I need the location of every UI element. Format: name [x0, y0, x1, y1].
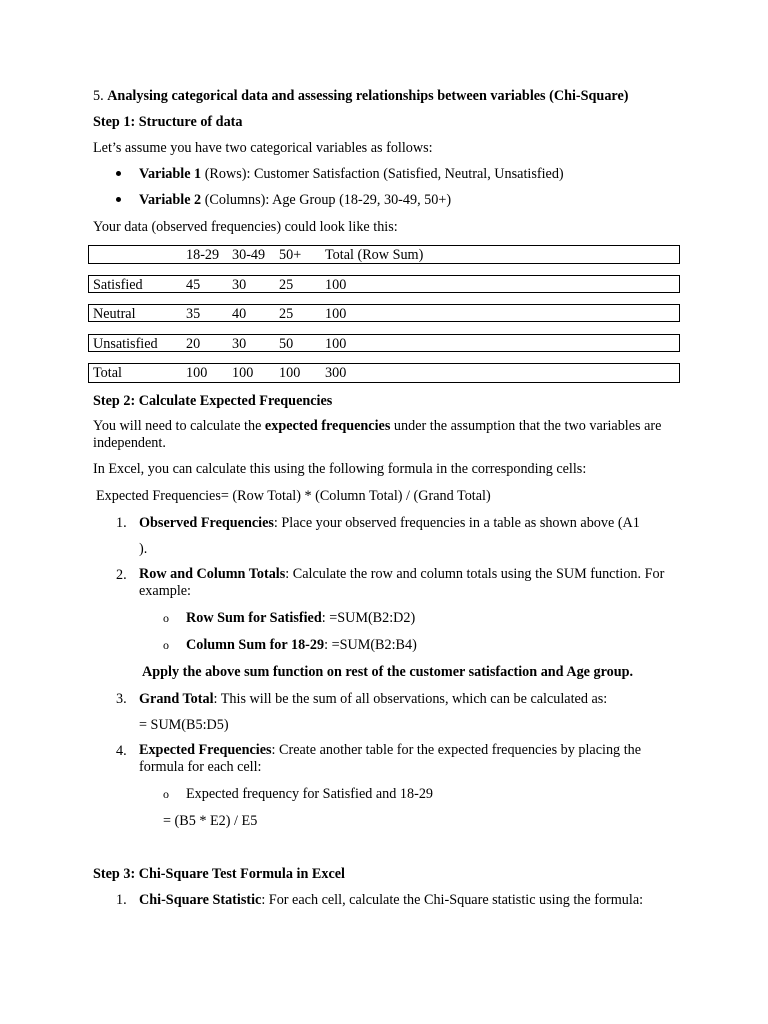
variable-2-label: Variable 2	[139, 192, 202, 208]
step2-title-text: Step 2: Calculate Expected Frequencies	[93, 393, 333, 409]
item-text: : Place your observed frequencies in a table as shown above (A1	[273, 515, 640, 531]
list-item	[139, 566, 684, 600]
sub-item-text: : =SUM(B2:D2)	[321, 610, 416, 626]
list-number: 1.	[116, 515, 127, 531]
item-text: : This will be the sum of all observations, which can be calculated as:	[213, 691, 608, 707]
table-cell: 20	[186, 336, 201, 352]
table-cell: 100	[325, 306, 347, 322]
p1-post: under the assumption that the two variables are independent.	[93, 418, 662, 451]
item-text: : For each cell, calculate the Chi-Square statistic using the formula:	[261, 892, 644, 908]
expected-cell-formula: = (B5 * E2) / E5	[163, 813, 258, 829]
grand-total-formula: = SUM(B5:D5)	[139, 717, 229, 733]
table-cell: 100	[279, 365, 301, 381]
sub-item-label: Row Sum for Satisfied	[186, 610, 322, 626]
list-number: 1.	[116, 892, 127, 908]
table-cell: 25	[279, 277, 294, 293]
item-label: Observed Frequencies	[139, 515, 274, 531]
table-row	[88, 363, 680, 383]
table-cell: 100	[186, 365, 208, 381]
table-cell: Satisfied	[93, 277, 143, 293]
circle-bullet-icon: o	[163, 611, 169, 625]
variable-1-text: (Rows): Customer Satisfaction (Satisfied, Neutral, Unsatisfied)	[201, 166, 564, 182]
table-cell: 30	[232, 336, 247, 352]
table-row	[88, 245, 680, 264]
expected-sub-item: Expected frequency for Satisfied and 18-29	[186, 786, 434, 802]
sub-list-item	[186, 609, 415, 627]
item-label: Chi-Square Statistic	[139, 892, 262, 908]
circle-bullet-icon: o	[163, 638, 169, 652]
list-item	[139, 891, 643, 909]
table-cell: 100	[325, 336, 347, 352]
sub-list-item	[186, 636, 417, 654]
table-header-cell: 50+	[279, 247, 302, 263]
step1-title	[93, 113, 242, 131]
table-cell: 25	[279, 306, 294, 322]
bullet-icon	[116, 171, 121, 176]
section-number: 5.	[93, 88, 104, 104]
section-heading	[93, 87, 628, 105]
step2-title	[93, 392, 332, 410]
table-cell: 300	[325, 365, 347, 381]
apply-note-text: Apply the above sum function on rest of the customer satisfaction and Age group.	[142, 664, 634, 680]
table-cell: 50	[279, 336, 294, 352]
step2-paragraph-2: In Excel, you can calculate this using the following formula in the corresponding cells:	[93, 461, 587, 477]
item-text: : Create another table for the expected frequencies by placing the formula for each cell:	[139, 742, 642, 775]
table-cell: Total	[93, 365, 122, 381]
bullet-icon	[116, 197, 121, 202]
table-row	[88, 304, 680, 322]
variable-2-text: (Columns): Age Group (18-29, 30-49, 50+)	[201, 192, 452, 208]
table-row	[88, 275, 680, 293]
item-text: : Calculate the row and column totals using the SUM function. For example:	[139, 566, 665, 599]
table-cell: 35	[186, 306, 201, 322]
table-header-cell: Total (Row Sum)	[325, 247, 424, 263]
sub-item-label: Column Sum for 18-29	[186, 637, 325, 653]
table-header-cell: 18-29	[186, 247, 220, 263]
step2-paragraph-1	[93, 418, 683, 452]
item-label: Expected Frequencies	[139, 742, 272, 758]
item-label: Grand Total	[139, 691, 214, 707]
table-cell: 40	[232, 306, 247, 322]
sub-item-text: : =SUM(B2:B4)	[324, 637, 417, 653]
step1-title-text: Step 1: Structure of data	[93, 114, 243, 130]
list-number: 4.	[116, 743, 127, 759]
list-item-continuation: ).	[139, 541, 148, 557]
table-cell: 100	[232, 365, 254, 381]
table-header-cell: 30-49	[232, 247, 266, 263]
table-cell: 30	[232, 277, 247, 293]
item-label: Row and Column Totals	[139, 566, 286, 582]
table-row	[88, 334, 680, 352]
data-intro: Your data (observed frequencies) could look like this:	[93, 219, 398, 235]
expected-formula: Expected Frequencies= (Row Total) * (Column Total) / (Grand Total)	[96, 488, 491, 504]
section-title: Analysing categorical data and assessing relationships between variables (Chi-Square)	[107, 88, 629, 104]
table-cell: Unsatisfied	[93, 336, 158, 352]
apply-note	[142, 663, 633, 681]
variable-1-label: Variable 1	[139, 166, 202, 182]
table-cell: Neutral	[93, 306, 136, 322]
p1-pre: You will need to calculate the	[93, 418, 265, 434]
step3-title-text: Step 3: Chi-Square Test Formula in Excel	[93, 866, 345, 882]
step1-intro: Let’s assume you have two categorical variables as follows:	[93, 140, 433, 156]
list-number: 3.	[116, 691, 127, 707]
variable-2-item	[139, 191, 451, 209]
p1-bold: expected frequencies	[264, 418, 391, 434]
step3-title	[93, 865, 345, 883]
table-cell: 100	[325, 277, 347, 293]
table-cell: 45	[186, 277, 201, 293]
circle-bullet-icon: o	[163, 787, 169, 801]
list-item	[139, 690, 607, 708]
list-item	[139, 514, 640, 532]
list-number: 2.	[116, 567, 127, 583]
list-item	[139, 742, 659, 776]
variable-1-item	[139, 165, 564, 183]
